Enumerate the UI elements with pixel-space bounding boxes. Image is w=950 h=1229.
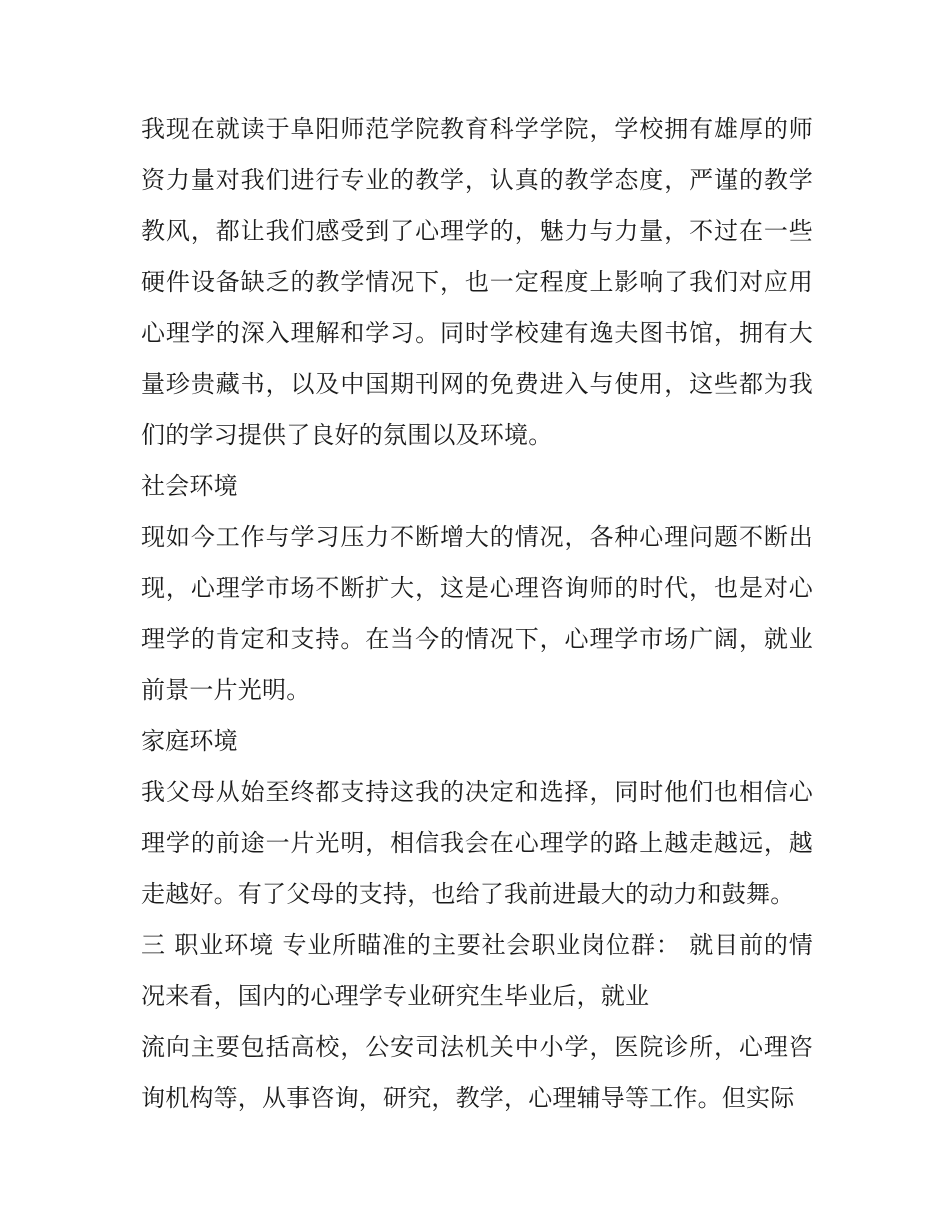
heading-social-environment: 社会环境: [141, 472, 238, 500]
paragraph-social-environment: 现如今工作与学习压力不断增大的情况，各种心理问题不断出现，心理学市场不断扩大，这是心理咨询师的时代，也是对心理学的肯定和支持。在当今的情况下，心理学市场广阔，就业前景一片光明。: [141, 523, 813, 704]
paragraph-employment-direction: 流向主要包括高校，公安司法机关中小学，医院诊所，心理咨询机构等，从事咨询，研究，教学，心理辅导等工作。但实际: [141, 1033, 813, 1112]
paragraph-career-environment: 三 职业环境 专业所瞄准的主要社会职业岗位群： 就目前的情况来看，国内的心理学专业研究生毕业后，就业: [141, 931, 813, 1010]
paragraph-school-environment: 我现在就读于阜阳师范学院教育科学学院，学校拥有雄厚的师资力量对我们进行专业的教学，认真的教学态度，严谨的教学教风，都让我们感受到了心理学的，魅力与力量，不过在一些硬件设备缺乏的教学情况下，也一定程度上影响了我们对应用心理学的深入理解和学习。同时学校建有逸夫图书馆，拥有大量珍贵藏书，以及中国期刊网的免费进入与使用，这些都为我们的学习提供了良好的氛围以及环境。: [141, 115, 813, 449]
paragraph-family-environment: 我父母从始至终都支持这我的决定和选择，同时他们也相信心理学的前途一片光明，相信我会在心理学的路上越走越远，越走越好。有了父母的支持，也给了我前进最大的动力和鼓舞。: [141, 778, 813, 908]
heading-family-environment: 家庭环境: [141, 727, 238, 755]
document-body: [141, 104, 813, 1124]
